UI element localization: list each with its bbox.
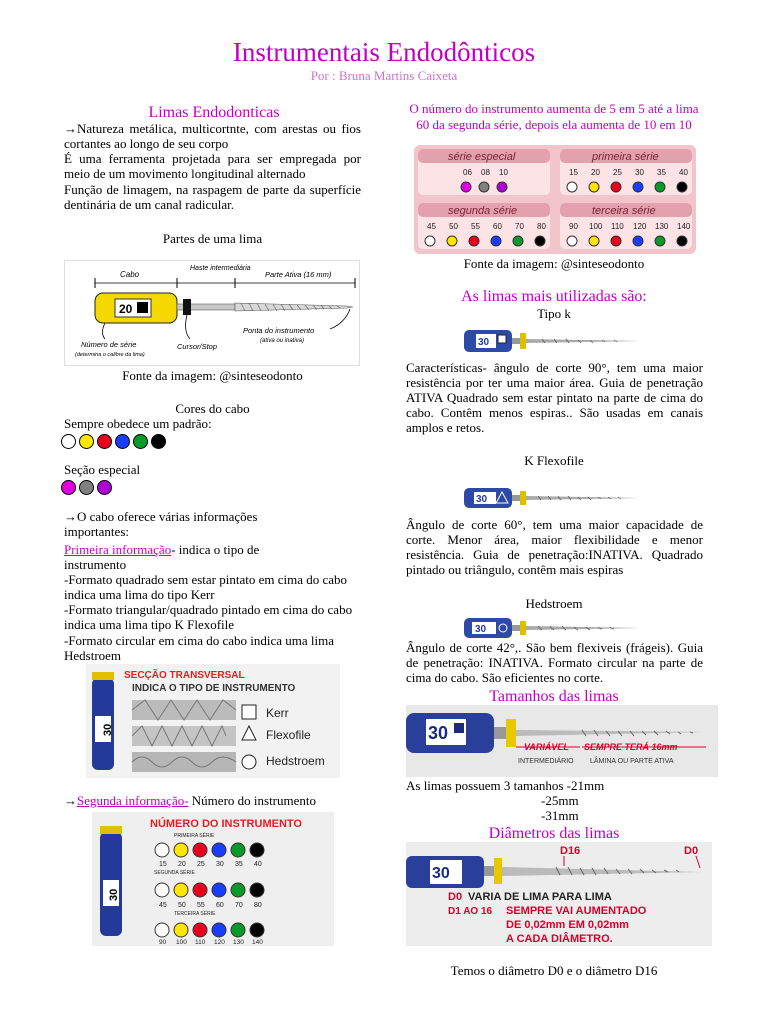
cores-heading: Cores do cabo bbox=[175, 401, 250, 416]
card-terceira-number-110: 110 bbox=[611, 222, 624, 231]
dia-d0: D0 bbox=[684, 845, 699, 857]
dia-line2: SEMPRE VAI AUMENTADO bbox=[506, 905, 647, 917]
dia-d16: D16 bbox=[560, 845, 581, 857]
label-cabo: Cabo bbox=[120, 270, 140, 279]
kflex-description: Ângulo de corte 60°, tem uma maior capacidade de corte. Menor área, maior flexibilidade e menor resistência. Guia de penetração:INATIVA. Quadrado pintado ou triângulo, contêm mais espiras bbox=[406, 517, 703, 577]
num-terceira-dot-130 bbox=[231, 923, 245, 937]
num-primeira-dot-25 bbox=[193, 843, 207, 857]
tamanhos-line-3: -31mm bbox=[541, 808, 579, 823]
card-segunda-dot-70 bbox=[513, 236, 523, 246]
tam-variavel: VARIÁVEL bbox=[524, 742, 569, 752]
card-primeira-number-30: 30 bbox=[635, 168, 644, 177]
card-primeira-dot-35 bbox=[655, 182, 665, 192]
num-segunda-dot-50 bbox=[174, 883, 188, 897]
num-terceira-label: TERCEIRA SÉRIE bbox=[174, 911, 216, 917]
card-segunda-dot-55 bbox=[469, 236, 479, 246]
card-especial-dot-06 bbox=[461, 182, 471, 192]
increment-intro: O número do instrumento aumenta de 5 em 5 até a lima 60 da segunda série, depois ela aumenta de 10 em 10 bbox=[409, 101, 699, 132]
card-especial-number-08: 08 bbox=[481, 168, 490, 177]
card-terceira-number-120: 120 bbox=[633, 222, 647, 231]
image-source-2: Fonte da imagem: @sinteseodonto bbox=[463, 256, 645, 271]
color-dot-black bbox=[151, 434, 166, 449]
tamanhos-heading: Tamanhos das limas bbox=[489, 688, 619, 705]
tipo-k-description: Características- ângulo de corte 90°, tem uma maior resistência por ter uma maior área. Guia de penetração ATIVA Quadrado sem estar pintato na parte de cima do cabo. Contêm menos espiras.. São usadas em canais amplos e retos. bbox=[406, 360, 703, 435]
num-segunda-number-50: 50 bbox=[178, 902, 186, 909]
card-primeira-dot-20 bbox=[589, 182, 599, 192]
tam-intermediario: INTERMEDIÁRIO bbox=[518, 758, 574, 765]
dia-line3: DE 0,02mm EM 0,02mm bbox=[506, 919, 629, 931]
card-segunda-number-80: 80 bbox=[537, 222, 546, 231]
hed-handle-number: 30 bbox=[475, 624, 487, 635]
cabo-info-intro: →O cabo oferece várias informações importantes: bbox=[64, 509, 258, 539]
hedstroem-image bbox=[462, 614, 644, 642]
image-source-1: Fonte da imagem: @sinteseodonto bbox=[122, 368, 303, 383]
label-ponta: Ponta do instrumento bbox=[243, 326, 315, 335]
card-terceira-number-90: 90 bbox=[569, 222, 578, 231]
card-primeira-number-15: 15 bbox=[569, 168, 578, 177]
secao-especial-text: Seção especial bbox=[64, 462, 141, 477]
num-primeira-dot-40 bbox=[250, 843, 264, 857]
card-terceira-dot-90 bbox=[567, 236, 577, 246]
kflex-heading: K Flexofile bbox=[524, 453, 584, 468]
cs-label-kerr: Kerr bbox=[266, 706, 289, 720]
cores-text: Sempre obedece um padrão: bbox=[64, 416, 212, 431]
card-primeira-number-40: 40 bbox=[679, 168, 688, 177]
num-segunda-dot-70 bbox=[231, 883, 245, 897]
num-title: NÚMERO DO INSTRUMENTO bbox=[150, 818, 302, 830]
num-primeira-dot-35 bbox=[231, 843, 245, 857]
cs-handle-number: 30 bbox=[102, 723, 114, 736]
card-segunda-number-50: 50 bbox=[449, 222, 458, 231]
num-segunda-number-70: 70 bbox=[235, 902, 243, 909]
card-primeira-dot-40 bbox=[677, 182, 687, 192]
card-segunda-dot-45 bbox=[425, 236, 435, 246]
num-terceira-dot-110 bbox=[193, 923, 207, 937]
num-handle-number: 30 bbox=[108, 888, 120, 901]
card-segunda-label: segunda série bbox=[448, 205, 518, 217]
num-primeira-dot-15 bbox=[155, 843, 169, 857]
color-dot-purple bbox=[97, 480, 112, 495]
dia-line1: VARIA DE LIMA PARA LIMA bbox=[468, 891, 612, 903]
num-segunda-dot-80 bbox=[250, 883, 264, 897]
card-terceira-dot-100 bbox=[589, 236, 599, 246]
num-primeira-dot-20 bbox=[174, 843, 188, 857]
cs-title-2: INDICA O TIPO DE INSTRUMENTO bbox=[132, 683, 296, 694]
card-primeira-dot-15 bbox=[567, 182, 577, 192]
primeira-info-link[interactable]: Primeira informação bbox=[64, 542, 172, 557]
cs-label-hedstroem: Hedstroem bbox=[266, 754, 325, 768]
color-dot-magenta bbox=[61, 480, 76, 495]
kflex-image bbox=[462, 484, 644, 512]
num-terceira-dot-140 bbox=[250, 923, 264, 937]
dia-line2-prefix: D1 AO 16 bbox=[448, 906, 493, 917]
color-dot-green bbox=[133, 434, 148, 449]
num-segunda-number-80: 80 bbox=[254, 902, 262, 909]
card-segunda-number-55: 55 bbox=[471, 222, 480, 231]
mais-utilizadas-heading: As limas mais utilizadas são: bbox=[461, 288, 647, 305]
segunda-info bbox=[64, 793, 364, 808]
num-terceira-dot-100 bbox=[174, 923, 188, 937]
k-handle-number: 30 bbox=[478, 337, 490, 348]
tipo-k-heading: Tipo k bbox=[537, 306, 571, 321]
page-subtitle: Por : Bruna Martins Caixeta bbox=[310, 68, 458, 83]
segunda-info-link[interactable]: Segunda informação- bbox=[77, 793, 189, 808]
formato-flexofile: -Formato triangular/quadrado pintado em cima do cabo indica uma lima tipo K Flexofile bbox=[64, 602, 353, 632]
card-especial-dot-08 bbox=[479, 182, 489, 192]
num-primeira-label: PRIMEIRA SÉRIE bbox=[174, 833, 215, 839]
card-terceira-number-140: 140 bbox=[677, 222, 691, 231]
num-terceira-number-100: 100 bbox=[176, 939, 187, 946]
limas-paragraph-1: →Natureza metálica, multicortnte, com arestas ou fios cortantes ao longo de seu corpo bbox=[64, 121, 361, 151]
card-primeira-dot-30 bbox=[633, 182, 643, 192]
special-color-dots bbox=[61, 478, 115, 495]
card-segunda-dot-50 bbox=[447, 236, 457, 246]
card-especial-number-06: 06 bbox=[463, 168, 472, 177]
tamanhos-line-2: -25mm bbox=[541, 793, 579, 808]
num-primeira-number-25: 25 bbox=[197, 861, 205, 868]
primeira-info bbox=[64, 542, 304, 572]
partes-heading: Partes de uma lima bbox=[162, 231, 263, 246]
card-primeira-number-25: 25 bbox=[613, 168, 622, 177]
num-primeira-number-40: 40 bbox=[254, 861, 262, 868]
label-numero-sub: (determina o calibre da lima) bbox=[75, 352, 145, 358]
tam-handle-number: 30 bbox=[428, 723, 449, 743]
label-haste: Haste intermediária bbox=[190, 265, 251, 272]
hedstroem-heading: Hedstroem bbox=[525, 596, 583, 611]
num-terceira-number-90: 90 bbox=[159, 939, 167, 946]
color-dot-gray bbox=[79, 480, 94, 495]
num-segunda-dot-45 bbox=[155, 883, 169, 897]
card-terceira-number-100: 100 bbox=[589, 222, 603, 231]
dia-line1-prefix: D0 bbox=[448, 891, 463, 903]
diametros-caption: Temos o diâmetro D0 e o diâmetro D16 bbox=[450, 963, 658, 978]
num-primeira-dot-30 bbox=[212, 843, 226, 857]
card-segunda-number-60: 60 bbox=[493, 222, 502, 231]
color-dot-yellow bbox=[79, 434, 94, 449]
num-terceira-number-140: 140 bbox=[252, 939, 263, 946]
label-parte-ativa: Parte Ativa (16 mm) bbox=[265, 270, 332, 279]
handle-color-dots bbox=[61, 432, 169, 449]
num-terceira-dot-120 bbox=[212, 923, 226, 937]
dia-line4: A CADA DIÂMETRO. bbox=[506, 933, 613, 945]
num-primeira-number-15: 15 bbox=[159, 861, 167, 868]
cs-title-1: SECÇÃO TRANSVERSAL bbox=[124, 670, 245, 681]
card-segunda-dot-80 bbox=[535, 236, 545, 246]
card-especial-dot-10 bbox=[497, 182, 507, 192]
cs-label-flexofile: Flexofile bbox=[266, 728, 311, 742]
cross-section-image bbox=[86, 664, 340, 778]
color-dot-white bbox=[61, 434, 76, 449]
num-primeira-number-30: 30 bbox=[216, 861, 224, 868]
num-segunda-label: SEGUNDA SÉRIE bbox=[154, 870, 195, 876]
color-dot-red bbox=[97, 434, 112, 449]
card-terceira-number-130: 130 bbox=[655, 222, 669, 231]
num-terceira-number-130: 130 bbox=[233, 939, 244, 946]
card-primeira-label: primeira série bbox=[592, 151, 659, 163]
card-primeira-dot-25 bbox=[611, 182, 621, 192]
diametros-heading: Diâmetros das limas bbox=[488, 825, 620, 842]
num-terceira-number-120: 120 bbox=[214, 939, 225, 946]
formato-kerr: -Formato quadrado sem estar pintato em cima do cabo indica uma lima do tipo Kerr bbox=[64, 572, 348, 602]
card-primeira-number-35: 35 bbox=[657, 168, 666, 177]
card-segunda-number-45: 45 bbox=[427, 222, 436, 231]
card-especial-number-10: 10 bbox=[499, 168, 508, 177]
card-terceira-dot-140 bbox=[677, 236, 687, 246]
tam-sempre: SEMPRE TERÁ 16mm bbox=[584, 742, 678, 752]
dia-handle-number: 30 bbox=[432, 865, 450, 882]
instrument-number-image bbox=[92, 812, 334, 946]
segunda-info-rest: Número do instrumento bbox=[188, 793, 317, 808]
file-parts-diagram bbox=[64, 260, 360, 366]
card-terceira-label: terceira série bbox=[592, 205, 656, 217]
num-primeira-number-35: 35 bbox=[235, 861, 243, 868]
card-primeira-number-20: 20 bbox=[591, 168, 600, 177]
limas-paragraph-2: É uma ferramenta projetada para ser empregada por meio de um movimento longitudinal alternado bbox=[64, 151, 361, 181]
limas-heading: Limas Endodonticas bbox=[148, 104, 280, 121]
color-dot-blue bbox=[115, 434, 130, 449]
num-segunda-dot-60 bbox=[212, 883, 226, 897]
card-especial-label: série especial bbox=[448, 151, 516, 163]
primeira-info-rest: - indica o tipo de instrumento bbox=[64, 542, 260, 572]
tam-lamina: LÂMINA OU PARTE ATIVA bbox=[590, 758, 674, 765]
tamanhos-image bbox=[406, 705, 718, 777]
num-segunda-number-45: 45 bbox=[159, 902, 167, 909]
card-segunda-dot-60 bbox=[491, 236, 501, 246]
label-cursor: Cursor/Stop bbox=[177, 342, 218, 351]
label-numero-serie: Número de série bbox=[81, 340, 137, 349]
num-segunda-number-55: 55 bbox=[197, 902, 205, 909]
tamanhos-line-1: As limas possuem 3 tamanhos -21mm bbox=[406, 778, 605, 793]
card-terceira-dot-110 bbox=[611, 236, 621, 246]
handle-number: 20 bbox=[119, 302, 133, 316]
label-ponta-sub: (ativa ou inativa) bbox=[260, 338, 305, 344]
hedstroem-description: Ângulo de corte 42°,. São bem flexiveis (frágeis). Guia de penetração: INATIVA. Formato circular na parte de cima do cabo. São eficientes no corte. bbox=[406, 640, 703, 685]
card-segunda-number-70: 70 bbox=[515, 222, 524, 231]
num-terceira-dot-90 bbox=[155, 923, 169, 937]
formato-hedstroem: -Formato circular em cima do cabo indica uma lima Hedstroem bbox=[64, 633, 335, 663]
kflex-handle-number: 30 bbox=[476, 494, 488, 505]
card-terceira-dot-120 bbox=[633, 236, 643, 246]
limas-paragraph-3: Função de limagem, na raspagem de parte da superfície dentinária de um canal radicular. bbox=[64, 182, 361, 212]
num-primeira-number-20: 20 bbox=[178, 861, 186, 868]
num-terceira-number-110: 110 bbox=[195, 939, 206, 946]
diametros-image bbox=[406, 842, 712, 946]
card-terceira-dot-130 bbox=[655, 236, 665, 246]
tipo-k-image bbox=[462, 324, 644, 356]
num-segunda-number-60: 60 bbox=[216, 902, 224, 909]
num-segunda-dot-55 bbox=[193, 883, 207, 897]
page-title: Instrumentais Endodônticos bbox=[232, 37, 536, 67]
series-card bbox=[414, 145, 696, 254]
segunda-info-arrow: → bbox=[64, 793, 77, 808]
